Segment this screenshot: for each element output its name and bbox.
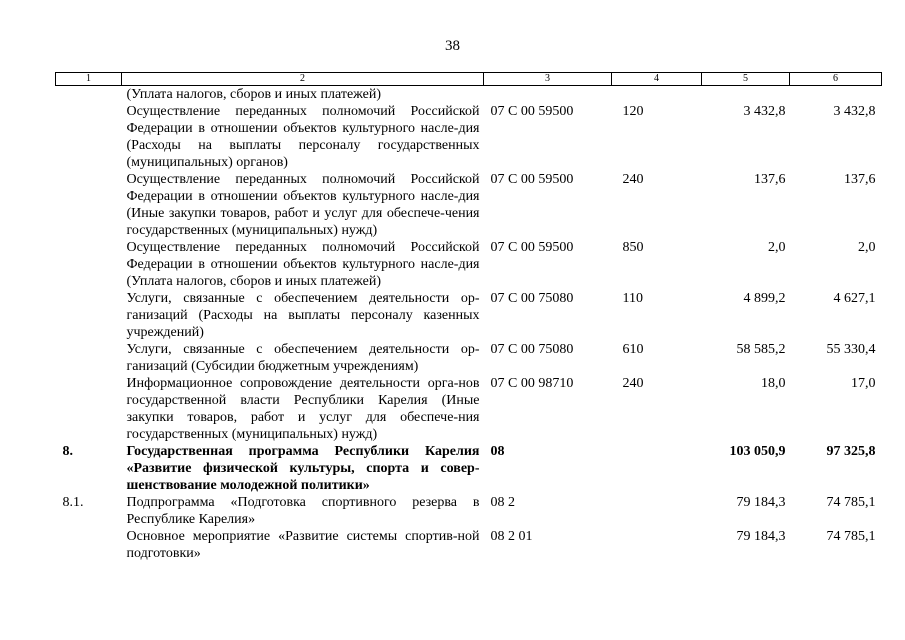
column-header-4: 4 xyxy=(612,73,702,86)
row-expense-type xyxy=(612,528,702,562)
row-expense-type xyxy=(612,494,702,528)
row-expense-type: 240 xyxy=(622,172,644,187)
row-number xyxy=(56,375,122,443)
row-name: Осуществление переданных полномочий Российской Федерации в отношении объектов культурного насле-дия (Иные закупки товаров, работ и услуг для обеспече-чения государственных (муниципальных) нужд) xyxy=(126,172,480,238)
row-number: 8.1. xyxy=(62,495,84,510)
table-row xyxy=(56,290,882,341)
row-number xyxy=(56,171,122,239)
table-row-program xyxy=(56,443,882,494)
row-name: Информационное сопровождение деятельности орга-нов государственной власти Республики Карелия (Иные закупки товаров, работ и услуг для обеспече-ния государственных (муниципальных) нужд) xyxy=(126,376,480,442)
table-row xyxy=(56,239,882,290)
row-amount-col6: 97 325,8 xyxy=(826,444,876,459)
row-name: Услуги, связанные с обеспечением деятельности ор-ганизаций (Субсидии бюджетным учреждениям) xyxy=(126,342,480,374)
row-target-code: 07 С 00 75080 xyxy=(490,342,574,357)
table-row xyxy=(56,171,882,239)
row-amount-col6: 17,0 xyxy=(851,376,876,391)
row-target-code: 07 С 00 75080 xyxy=(490,291,574,306)
table-row xyxy=(56,103,882,171)
row-name: Осуществление переданных полномочий Российской Федерации в отношении объектов культурного насле-дия (Расходы на выплаты персоналу государственных (муниципальных) органов) xyxy=(126,104,480,170)
row-amount-col5: 103 050,9 xyxy=(729,444,786,459)
table-row-subprogram xyxy=(56,494,882,528)
row-name: Государственная программа Республики Карелия «Развитие физической культуры, спорта и совер-шенствование молодежной политики» xyxy=(126,444,480,493)
row-amount-col6: 55 330,4 xyxy=(826,342,876,357)
row-expense-type: 850 xyxy=(622,240,644,255)
row-amount-col5: 58 585,2 xyxy=(736,342,786,357)
row-amount-col5: 79 184,3 xyxy=(736,529,786,544)
row-number xyxy=(56,86,122,104)
row-amount-col6: 2,0 xyxy=(858,240,876,255)
row-name: (Уплата налогов, сборов и иных платежей) xyxy=(126,87,382,102)
row-amount-col6: 74 785,1 xyxy=(826,529,876,544)
row-amount-col6: 74 785,1 xyxy=(826,495,876,510)
column-header-2: 2 xyxy=(122,73,484,86)
row-name: Подпрограмма «Подготовка спортивного резерва в Республике Карелия» xyxy=(126,495,480,527)
row-number xyxy=(56,341,122,375)
row-expense-type: 610 xyxy=(622,342,644,357)
row-amount-col5: 3 432,8 xyxy=(743,104,786,119)
budget-table xyxy=(55,72,882,562)
row-expense-type: 120 xyxy=(622,104,644,119)
row-name: Услуги, связанные с обеспечением деятельности ор-ганизаций (Расходы на выплаты персоналу казенных учреждений) xyxy=(126,291,480,340)
row-target-code xyxy=(484,86,612,104)
row-name: Основное мероприятие «Развитие системы спортив-ной подготовки» xyxy=(126,529,480,561)
row-target-code: 07 С 00 98710 xyxy=(490,376,574,391)
row-target-code: 08 xyxy=(490,444,505,459)
row-amount-col5: 2,0 xyxy=(768,240,786,255)
row-number xyxy=(56,528,122,562)
page-number: 38 xyxy=(445,38,460,54)
row-amount-col6 xyxy=(790,86,882,104)
row-target-code: 07 С 00 59500 xyxy=(490,104,574,119)
row-target-code: 08 2 01 xyxy=(490,529,533,544)
row-number xyxy=(56,103,122,171)
row-target-code: 07 С 00 59500 xyxy=(490,172,574,187)
column-header-6: 6 xyxy=(790,73,882,86)
row-amount-col6: 3 432,8 xyxy=(833,104,876,119)
table-row xyxy=(56,528,882,562)
row-amount-col6: 137,6 xyxy=(844,172,876,187)
row-expense-type xyxy=(612,443,702,494)
column-header-3: 3 xyxy=(484,73,612,86)
row-name: Осуществление переданных полномочий Российской Федерации в отношении объектов культурного насле-дия (Уплата налогов, сборов и иных платежей) xyxy=(126,240,480,289)
table-row xyxy=(56,341,882,375)
row-amount-col5: 137,6 xyxy=(754,172,786,187)
table-header-row xyxy=(56,73,882,86)
row-number: 8. xyxy=(62,444,73,459)
row-amount-col5: 79 184,3 xyxy=(736,495,786,510)
row-amount-col5 xyxy=(702,86,790,104)
row-target-code: 07 С 00 59500 xyxy=(490,240,574,255)
table-row xyxy=(56,86,882,104)
row-expense-type: 240 xyxy=(622,376,644,391)
row-target-code: 08 2 xyxy=(490,495,515,510)
table-row xyxy=(56,375,882,443)
row-number xyxy=(56,239,122,290)
row-amount-col5: 18,0 xyxy=(761,376,786,391)
row-number xyxy=(56,290,122,341)
column-header-5: 5 xyxy=(702,73,790,86)
table-body xyxy=(56,86,882,563)
row-expense-type xyxy=(612,86,702,104)
column-header-1: 1 xyxy=(56,73,122,86)
row-expense-type: 110 xyxy=(622,291,643,306)
row-amount-col5: 4 899,2 xyxy=(743,291,786,306)
row-amount-col6: 4 627,1 xyxy=(833,291,876,306)
